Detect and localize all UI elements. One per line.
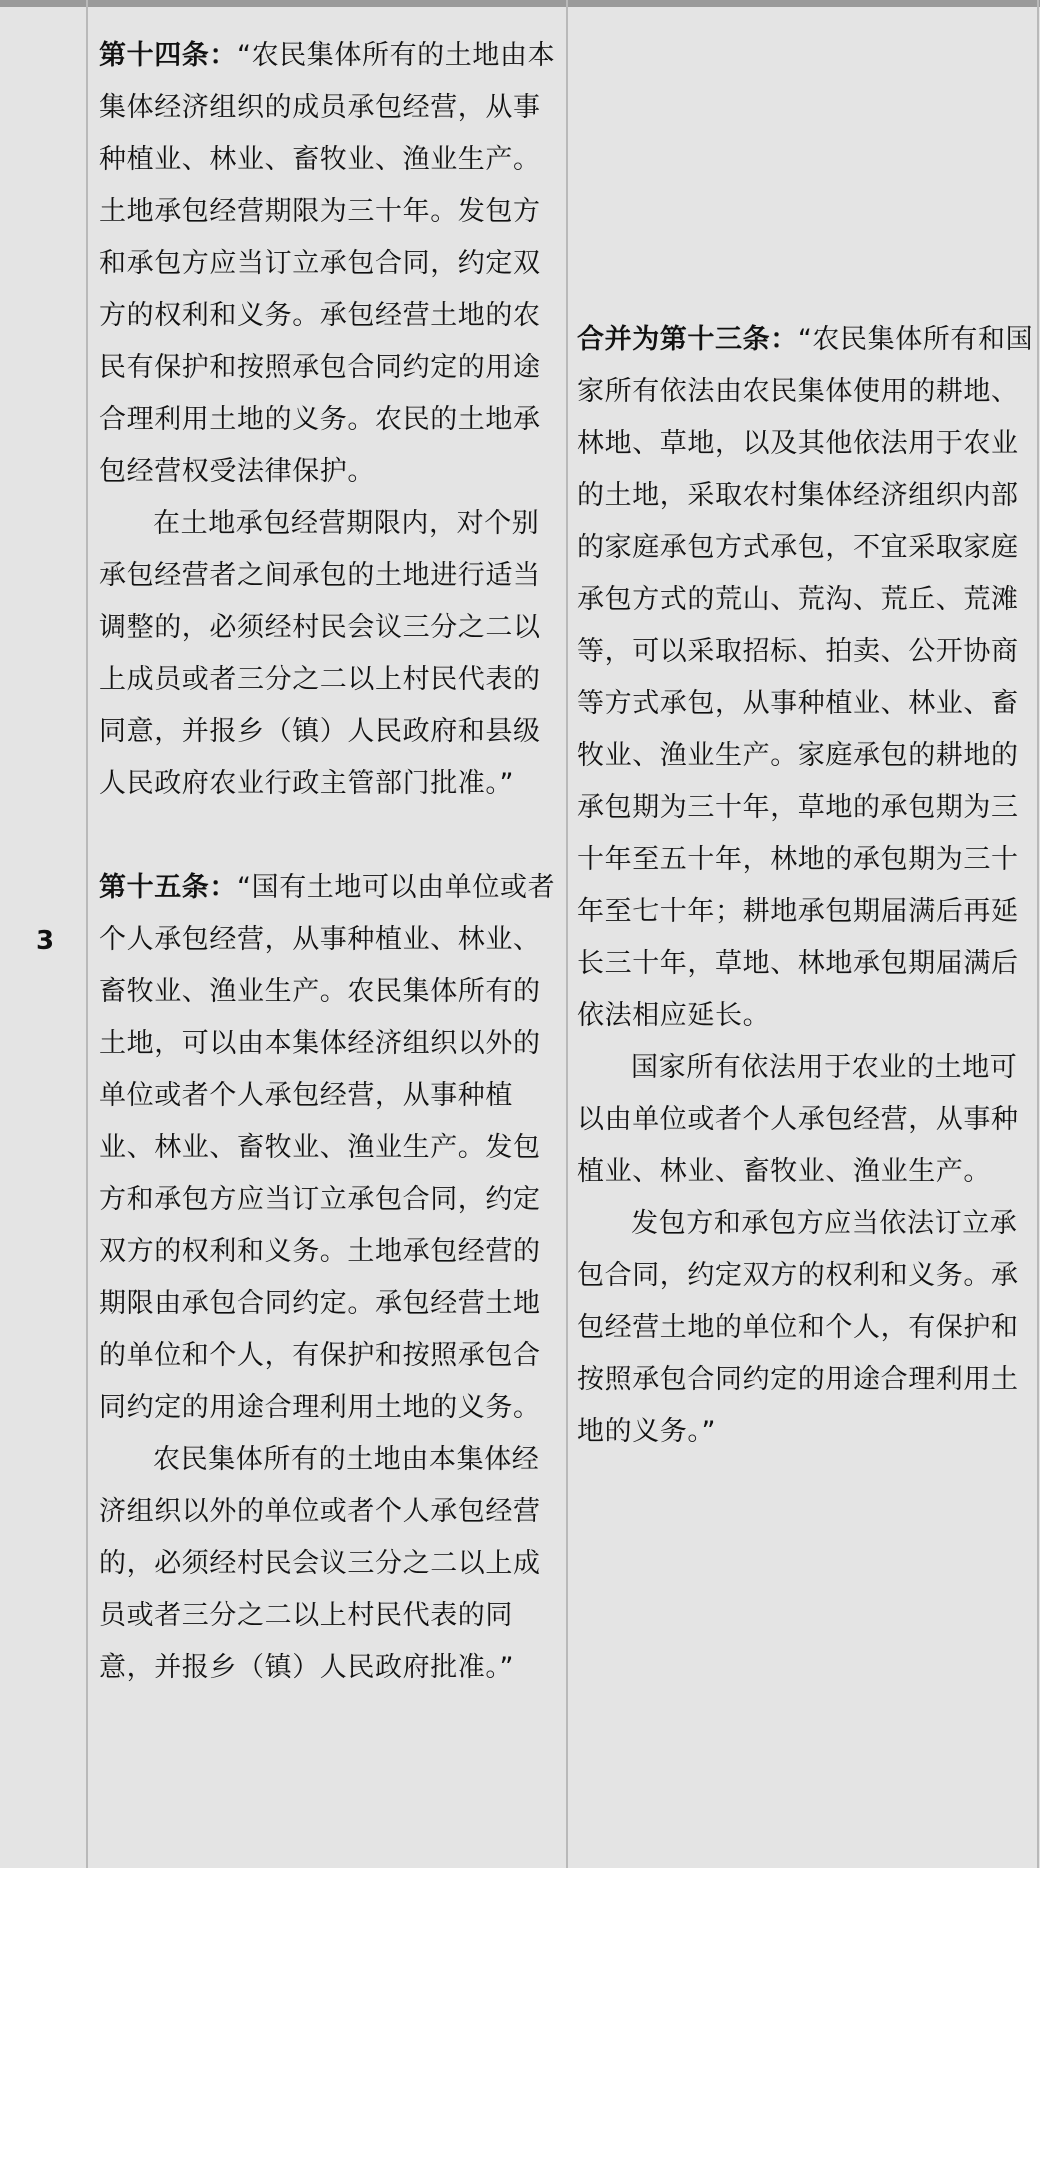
row-number: 3 xyxy=(36,926,55,956)
article-14-text: “农民集体所有的土地由本集体经济组织的成员承包经营，从事种植业、林业、畜牧业、渔业生产。土地承包经营期限为三十年。发包方和承包方应当订立承包合同，约定双方的权利和义务。承包经营土地的农民有保护和按照承包合同约定的用途合理利用土地的义务。农民的土地承包经营权受法律保护。 xyxy=(99,40,556,487)
paragraph-gap xyxy=(99,810,561,862)
article-14-paragraph-2: 在土地承包经营期限内，对个别承包经营者之间承包的土地进行适当调整的，必须经村民会议三分之二以上成员或者三分之二以上村民代表的同意，并报乡（镇）人民政府和县级人民政府农业行政主管部门批准。” xyxy=(99,508,541,799)
column-divider xyxy=(1037,0,1039,1868)
revised-text-cell xyxy=(577,0,1037,2182)
merged-article-paragraph-1 xyxy=(577,314,1037,1042)
original-text-cell xyxy=(99,0,561,1898)
merged-article-paragraph-2: 国家所有依法用于农业的土地可以由单位或者个人承包经营，从事种植业、林业、畜牧业、渔业生产。 xyxy=(577,1052,1019,1187)
merged-article-text: “农民集体所有和国家所有依法由农民集体使用的耕地、林地、草地，以及其他依法用于农业的土地，采取农村集体经济组织内部的家庭承包方式承包，不宜采取家庭承包方式的荒山、荒沟、荒丘、荒滩等，可以采取招标、拍卖、公开协商等方式承包，从事种植业、林业、畜牧业、渔业生产。家庭承包的耕地的承包期为三十年，草地的承包期为三十年至五十年，林地的承包期为三十年至七十年；耕地承包期届满后再延长三十年，草地、林地承包期届满后依法相应延长。 xyxy=(577,324,1034,1031)
article-15-paragraph-1 xyxy=(99,862,561,1434)
column-divider xyxy=(86,0,88,1868)
article-14-paragraph-1 xyxy=(99,30,561,498)
article-15-label: 第十五条： xyxy=(99,872,237,903)
row-number-cell xyxy=(0,0,86,1868)
article-14-label: 第十四条： xyxy=(99,40,237,71)
column-divider xyxy=(566,0,568,1868)
article-15-paragraph-2: 农民集体所有的土地由本集体经济组织以外的单位或者个人承包经营的，必须经村民会议三分之二以上成员或者三分之二以上村民代表的同意，并报乡（镇）人民政府批准。” xyxy=(99,1444,541,1683)
article-15-text: “国有土地可以由单位或者个人承包经营，从事种植业、林业、畜牧业、渔业生产。农民集体所有的土地，可以由本集体经济组织以外的单位或者个人承包经营，从事种植业、林业、畜牧业、渔业生产。发包方和承包方应当订立承包合同，约定双方的权利和义务。土地承包经营的期限由承包合同约定。承包经营土地的单位和个人，有保护和按照承包合同约定的用途合理利用土地的义务。 xyxy=(99,872,556,1423)
merged-article-paragraph-3: 发包方和承包方应当依法订立承包合同，约定双方的权利和义务。承包经营土地的单位和个人，有保护和按照承包合同约定的用途合理利用土地的义务。” xyxy=(577,1208,1019,1447)
merged-article-label: 合并为第十三条： xyxy=(577,324,798,355)
